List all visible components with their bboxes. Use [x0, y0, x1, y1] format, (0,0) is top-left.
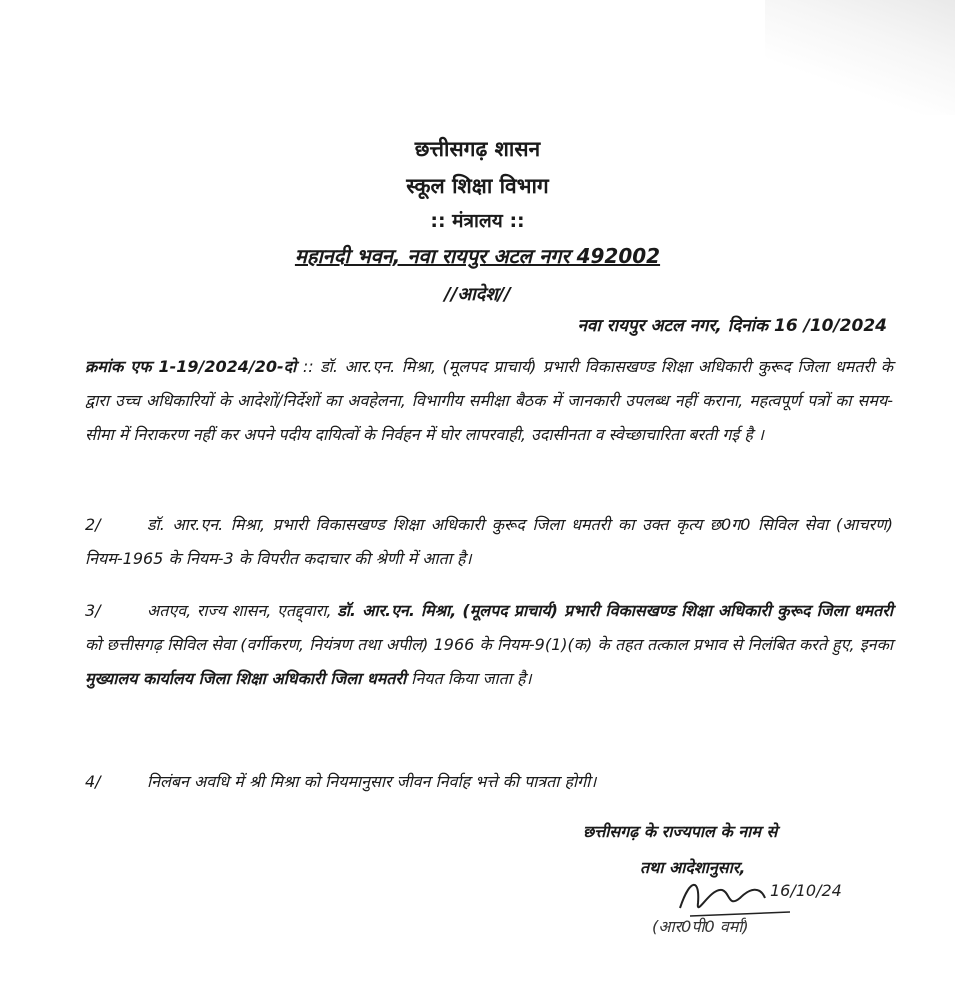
paragraph-4 [85, 765, 893, 799]
paragraph-1 [85, 350, 893, 452]
paragraph-2-text: डॉ. आर.एन. मिश्रा, प्रभारी विकासखण्ड शिक्षा अधिकारी कुरूद जिला धमतरी का उक्त कृत्य छ0ग0 सिविल सेवा (आचरण) नियम-1965 के नियम-3 के विपरीत कदाचार की श्रेणी में आता है। [85, 515, 893, 568]
handwritten-date: 16/10/24 [770, 881, 842, 900]
paragraph-4-number: 4/ [85, 772, 101, 791]
paragraph-3-text-b: को छत्तीसगढ़ सिविल सेवा (वर्गीकरण, नियंत्रण तथा अपील) 1966 के नियम-9(1)(क) के तहत तत्काल प्रभाव से निलंबित करते हुए, इनका [85, 635, 893, 654]
suspended-officer: डॉ. आर.एन. मिश्रा, (मूलपद प्राचार्य) प्रभारी विकासखण्ड शिक्षा अधिकारी कुरूद जिला धमतरी [337, 601, 893, 620]
paragraph-3 [85, 594, 893, 696]
order-reference: क्रमांक एफ 1-19/2024/20-दो [85, 357, 297, 376]
paragraph-2 [85, 508, 893, 576]
paragraph-3-number: 3/ [85, 601, 101, 620]
date-line: नवा रायपुर अटल नगर, दिनांक 16 /10/2024 [577, 316, 887, 336]
paragraph-2-number: 2/ [85, 515, 101, 534]
paragraph-4-text: निलंबन अवधि में श्री मिश्रा को नियमानुसार जीवन निर्वाह भत्ते की पात्रता होगी। [147, 772, 597, 791]
signature-order-line: तथा आदेशानुसार, [640, 858, 746, 877]
ministry-title: :: मंत्रालय :: [430, 210, 525, 232]
page-fold-shadow [765, 0, 955, 115]
paragraph-1-text: :: डॉ. आर.एन. मिश्रा, (मूलपद प्राचार्य) प्रभारी विकासखण्ड शिक्षा अधिकारी कुरूद जिला धमतरी के द्वारा उच्च अधिकारियों के आदेशों/निर्देशों का अवहेलना, विभागीय समीक्षा बैठक में जानकारी उपलब्ध नहीं कराना, महत्वपूर्ण पत्रों का समय-सीमा में निराकरण नहीं कर अपने पदीय दायित्वों के निर्वहन में घोर लापरवाही, उदासीनता व स्वेच्छाचारिता बरती गई है । [85, 357, 893, 444]
department-title: स्कूल शिक्षा विभाग [406, 174, 549, 198]
signature-authority-line: छत्तीसगढ़ के राज्यपाल के नाम से [583, 822, 778, 841]
signatory-name: (आर0पी0 वर्मा) [652, 917, 749, 936]
order-heading: //आदेश// [444, 284, 511, 305]
government-title: छत्तीसगढ़ शासन [414, 137, 541, 161]
office-address: महानदी भवन, नवा रायपुर अटल नगर 492002 [294, 244, 661, 268]
paragraph-3-text-a: अतएव, राज्य शासन, एतद्द्वारा, [147, 601, 338, 620]
headquarters-office: मुख्यालय कार्यालय जिला शिक्षा अधिकारी जिला धमतरी [85, 669, 407, 688]
paragraph-3-text-c: नियत किया जाता है। [406, 669, 532, 688]
